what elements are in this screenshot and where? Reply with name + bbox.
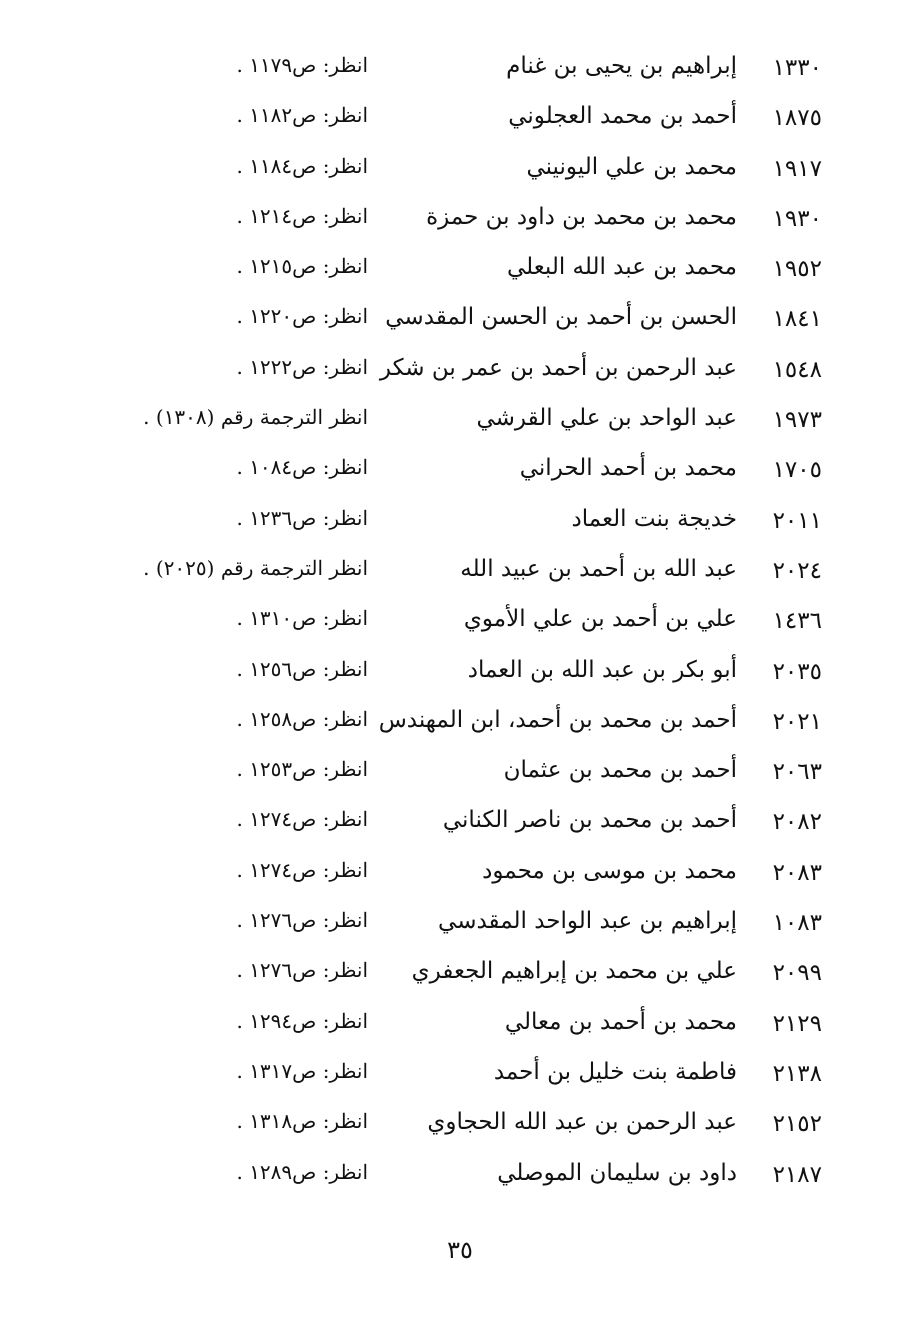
entry-name: محمد بن محمد بن داود بن حمزة — [426, 203, 737, 230]
list-item — [0, 950, 920, 1000]
entry-reference: انظر: ص١٢٢٢ . — [236, 354, 368, 379]
list-item — [0, 397, 920, 447]
list-item — [0, 649, 920, 699]
list-item — [0, 45, 920, 95]
entry-number: ٢٠٦٣ — [772, 759, 822, 786]
entry-name: أبو بكر بن عبد الله بن العماد — [467, 656, 737, 683]
list-item — [0, 498, 920, 548]
entry-number: ١٩٧٣ — [772, 407, 822, 434]
entry-number: ٢٠٨٣ — [772, 859, 822, 886]
entry-number: ١٤٣٦ — [772, 608, 822, 635]
entry-reference: انظر: ص١١٨٢ . — [236, 103, 368, 128]
list-item — [0, 296, 920, 346]
entry-number: ١٩٥٢ — [772, 256, 822, 283]
entry-name: إبراهيم بن يحيى بن غنام — [506, 53, 737, 79]
entry-reference: انظر: ص١٢٧٦ . — [236, 908, 368, 933]
entry-reference: انظر: ص١٢٧٤ . — [236, 857, 368, 882]
page-number: ٣٥ — [447, 1236, 473, 1264]
entry-reference: انظر: ص١٢٧٦ . — [236, 958, 368, 983]
entry-number: ٢٠١١ — [772, 507, 822, 534]
entry-name: عبد الواحد بن علي القرشي — [476, 405, 737, 432]
entry-reference: انظر: ص١١٧٩ . — [236, 53, 368, 77]
entry-reference: انظر: ص١٣١٨ . — [236, 1109, 368, 1134]
entry-reference: انظر: ص١٢٥٨ . — [236, 706, 368, 731]
entry-number: ٢٠٣٥ — [772, 658, 822, 685]
entry-reference: انظر الترجمة رقم (٢٠٢٥) . — [143, 555, 368, 580]
entry-name: أحمد بن محمد بن عثمان — [503, 757, 737, 784]
entry-number: ١٧٠٥ — [772, 457, 822, 484]
entry-number: ٢١٣٨ — [772, 1060, 822, 1087]
list-item — [0, 1152, 920, 1202]
entry-reference: انظر: ص١٢٣٦ . — [236, 505, 368, 530]
entry-number: ١٠٨٣ — [772, 910, 822, 937]
entry-name: علي بن محمد بن إبراهيم الجعفري — [411, 958, 737, 985]
entry-number: ١٥٤٨ — [772, 356, 822, 383]
entry-reference: انظر: ص١٠٨٤ . — [236, 455, 368, 480]
entry-number: ٢٠٢٤ — [772, 557, 822, 584]
entry-reference: انظر: ص١٣١٧ . — [236, 1058, 368, 1083]
entry-name: محمد بن أحمد بن معالي — [504, 1008, 737, 1035]
list-item — [0, 850, 920, 900]
entry-list — [0, 45, 920, 1202]
entry-number: ١٨٧٥ — [772, 105, 822, 132]
entry-name: خديجة بنت العماد — [571, 505, 737, 532]
list-item — [0, 1051, 920, 1101]
entry-name: علي بن أحمد بن علي الأموي — [463, 606, 737, 633]
list-item — [0, 146, 920, 196]
entry-number: ٢١٨٧ — [772, 1161, 822, 1188]
entry-reference: انظر: ص١١٨٤ . — [236, 153, 368, 178]
list-item — [0, 699, 920, 749]
entry-number: ٢١٢٩ — [772, 1010, 822, 1037]
entry-name: الحسن بن أحمد بن الحسن المقدسي — [385, 304, 737, 331]
entry-number: ١٩٣٠ — [772, 205, 822, 232]
list-item — [0, 95, 920, 145]
entry-name: محمد بن موسى بن محمود — [482, 857, 737, 884]
entry-reference: انظر: ص١٢١٤ . — [236, 203, 368, 228]
entry-name: داود بن سليمان الموصلي — [497, 1159, 737, 1186]
list-item — [0, 347, 920, 397]
entry-reference: انظر: ص١٢٥٦ . — [236, 656, 368, 681]
entry-reference: انظر: ص١٢٨٩ . — [236, 1159, 368, 1184]
entry-name: محمد بن عبد الله البعلي — [507, 254, 737, 281]
entry-number: ١٨٤١ — [772, 306, 822, 333]
entry-name: إبراهيم بن عبد الواحد المقدسي — [438, 908, 737, 935]
entry-reference: انظر: ص١٢٩٤ . — [236, 1008, 368, 1033]
entry-reference: انظر: ص١٢٥٣ . — [236, 757, 368, 782]
list-item — [0, 749, 920, 799]
entry-name: أحمد بن محمد بن أحمد، ابن المهندس — [378, 706, 737, 733]
list-item — [0, 1001, 920, 1051]
list-item — [0, 196, 920, 246]
list-item — [0, 900, 920, 950]
entry-name: عبد الله بن أحمد بن عبيد الله — [460, 555, 737, 582]
list-item — [0, 447, 920, 497]
list-item — [0, 548, 920, 598]
entry-name: عبد الرحمن بن عبد الله الحجاوي — [427, 1109, 737, 1136]
entry-number: ٢٠٩٩ — [772, 960, 822, 987]
entry-name: محمد بن أحمد الحراني — [519, 455, 737, 482]
entry-name: أحمد بن محمد العجلوني — [508, 103, 737, 130]
entry-number: ٢٠٢١ — [772, 708, 822, 735]
entry-reference: انظر: ص١٢٧٤ . — [236, 807, 368, 832]
list-item — [0, 246, 920, 296]
entry-reference: انظر: ص١٣١٠ . — [236, 606, 368, 631]
entry-name: أحمد بن محمد بن ناصر الكناني — [442, 807, 737, 834]
list-item — [0, 598, 920, 648]
entry-name: فاطمة بنت خليل بن أحمد — [493, 1058, 737, 1085]
entry-reference: انظر: ص١٢١٥ . — [236, 254, 368, 279]
list-item — [0, 799, 920, 849]
entry-number: ٢٠٨٢ — [772, 809, 822, 836]
entry-number: ٢١٥٢ — [772, 1111, 822, 1138]
entry-number: ١٣٣٠ — [772, 55, 822, 81]
list-item — [0, 1101, 920, 1151]
entry-reference: انظر الترجمة رقم (١٣٠٨) . — [143, 405, 368, 430]
entry-name: محمد بن علي اليونيني — [526, 153, 737, 180]
entry-number: ١٩١٧ — [772, 155, 822, 182]
entry-reference: انظر: ص١٢٢٠ . — [236, 304, 368, 329]
entry-name: عبد الرحمن بن أحمد بن عمر بن شكر — [379, 354, 737, 381]
